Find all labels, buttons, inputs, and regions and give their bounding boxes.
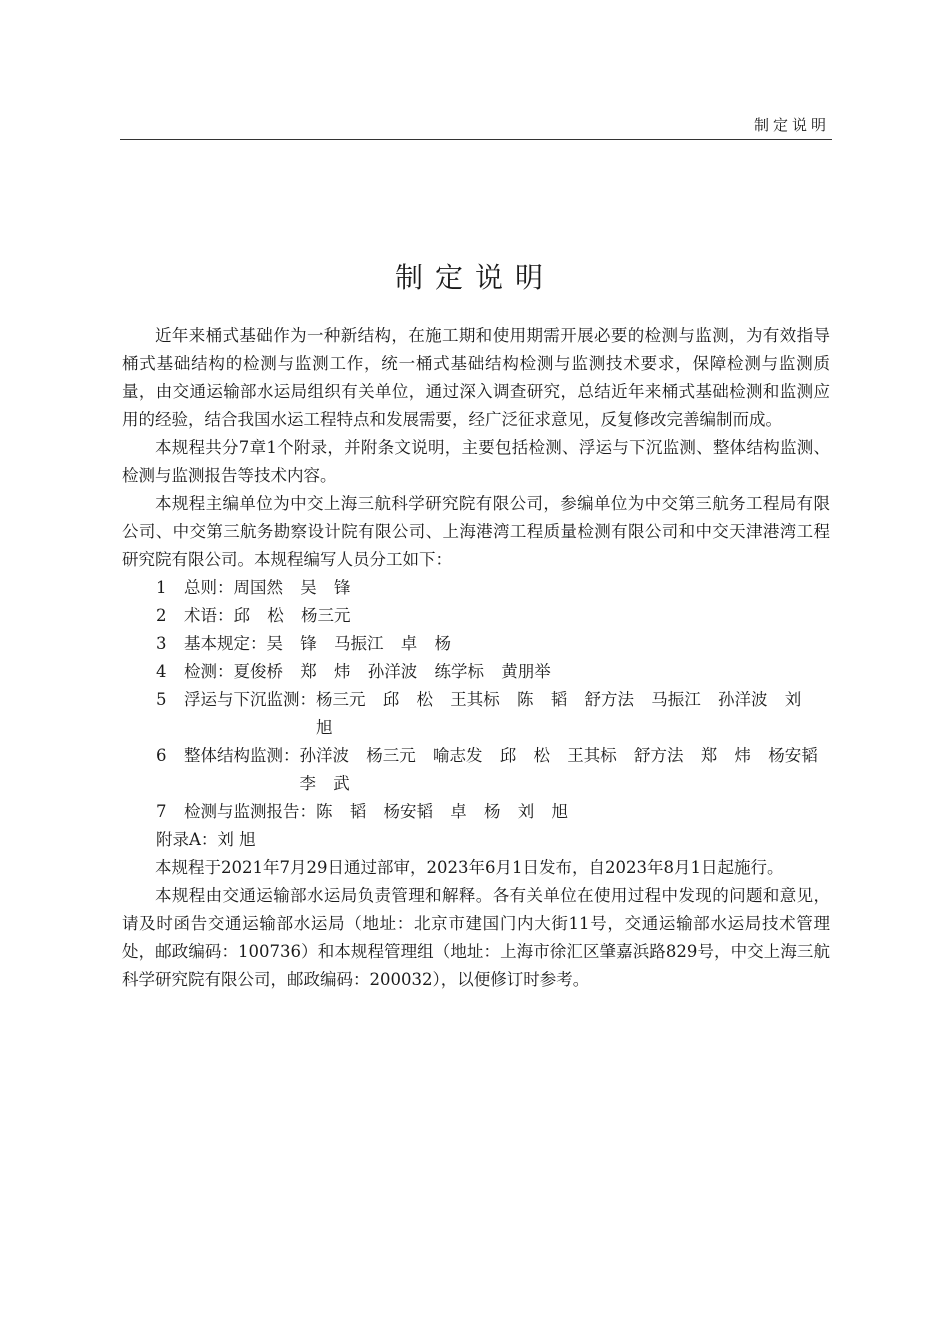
author-list-item: [122, 658, 830, 686]
author-names: 夏俊桥 郑 炜 孙洋波 练学标 黄朋举: [233, 662, 551, 681]
chapter-label: 术语：: [184, 606, 234, 625]
paragraph-contents: 本规程共分7章1个附录，并附条文说明，主要包括检测、浮运与下沉监测、整体结构监测、检测与监测报告等技术内容。: [122, 438, 830, 485]
chapter-number: 7: [156, 802, 167, 821]
header-rule: [120, 139, 832, 140]
author-list-item: [122, 630, 830, 658]
author-list-item: [122, 602, 830, 630]
chapter-label: 基本规定：: [184, 634, 267, 653]
paragraph-dates: 本规程于2021年7月29日通过部审，2023年6月1日发布，自2023年8月1日起施行。: [155, 858, 784, 877]
chapter-label: 整体结构监测：: [184, 746, 300, 765]
chapter-label: 检测与监测报告：: [184, 802, 316, 821]
paragraph-background: 近年来桶式基础作为一种新结构，在施工期和使用期需开展必要的检测与监测，为有效指导桶式基础结构的检测与监测工作，统一桶式基础结构检测与监测技术要求，保障检测与监测质量，由交通运输部水运局组织有关单位，通过深入调查研究，总结近年来桶式基础检测和监测应用的经验，结合我国水运工程特点和发展需要，经广泛征求意见，反复修改完善编制而成。: [122, 326, 830, 429]
chapter-label: 总则：: [184, 578, 234, 597]
chapter-number: 3: [156, 634, 167, 653]
author-names: 陈 韬 杨安韬 卓 杨 刘 旭: [316, 802, 568, 821]
author-names: 孙洋波 杨三元 喻志发 邱 松 王其标 舒方法 郑 炜 杨安韬 李 武: [299, 746, 818, 793]
chapter-number: 4: [156, 662, 167, 681]
chapter-label: 浮运与下沉监测：: [184, 690, 316, 709]
page-title: 制定说明: [394, 261, 555, 294]
chapter-number: 6: [156, 746, 167, 765]
chapter-label: 检测：: [184, 662, 234, 681]
running-header: 制定说明: [753, 116, 830, 134]
author-list-item: [122, 798, 830, 826]
author-list: [122, 574, 830, 826]
paragraph-units: 本规程主编单位为中交上海三航科学研究院有限公司，参编单位为中交第三航务工程局有限公司、中交第三航务勘察设计院有限公司、上海港湾工程质量检测有限公司和中交天津港湾工程研究院有限公司。本规程编写人员分工如下：: [122, 494, 830, 569]
author-list-item: [122, 574, 830, 602]
chapter-number: 5: [156, 690, 167, 709]
appendix-author: 附录A：刘 旭: [156, 830, 256, 849]
author-names: 杨三元 邱 松 王其标 陈 韬 舒方法 马振江 孙洋波 刘 旭: [316, 690, 802, 737]
chapter-number: 2: [156, 606, 167, 625]
author-list-item: [122, 686, 830, 742]
author-list-item: [122, 742, 830, 798]
document-body: [122, 322, 830, 994]
paragraph-management: 本规程由交通运输部水运局负责管理和解释。各有关单位在使用过程中发现的问题和意见，请及时函告交通运输部水运局（地址：北京市建国门内大街11号，交通运输部水运局技术管理处，邮政编码：100736）和本规程管理组（地址：上海市徐汇区肇嘉浜路829号，中交上海三航科学研究院有限公司，邮政编码：200032），以便修订时参考。: [122, 886, 830, 989]
author-names: 周国然 吴 锋: [233, 578, 351, 597]
chapter-number: 1: [156, 578, 167, 597]
author-names: 吴 锋 马振江 卓 杨: [266, 634, 451, 653]
author-names: 邱 松 杨三元: [233, 606, 351, 625]
